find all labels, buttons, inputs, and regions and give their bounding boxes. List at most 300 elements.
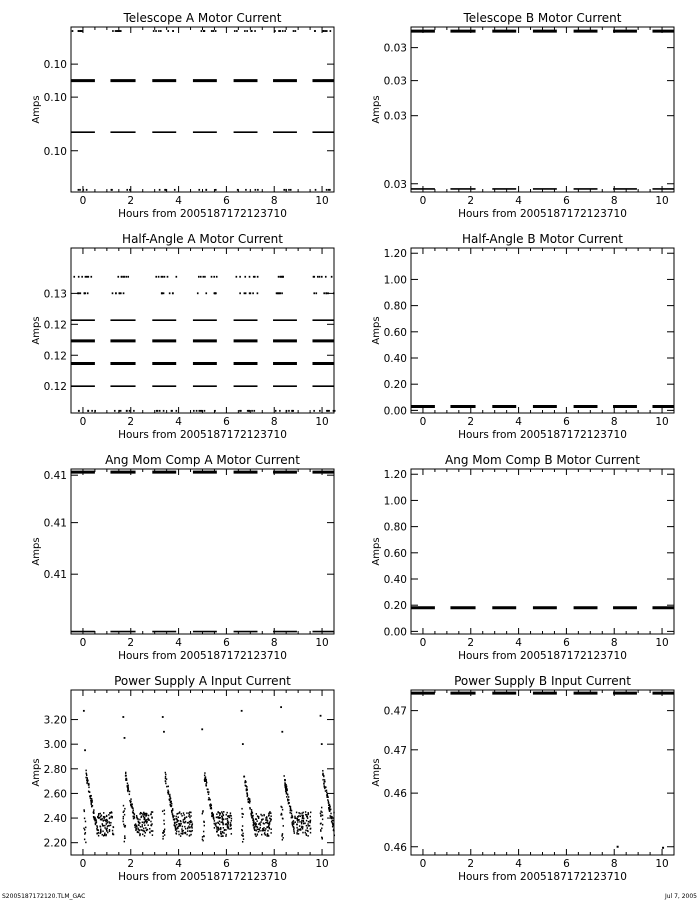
data-point: [84, 839, 85, 841]
x-axis-label: Hours from 2005187172123710: [458, 650, 627, 662]
y-tick-label: 0.60: [383, 326, 407, 339]
data-point: [204, 779, 205, 781]
data-point: [91, 806, 92, 808]
data-point: [234, 30, 236, 32]
data-point: [321, 743, 323, 745]
data-point: [88, 276, 90, 278]
data-point: [334, 835, 335, 837]
data-point: [155, 276, 157, 278]
data-point: [322, 815, 323, 817]
data-point: [190, 820, 191, 822]
data-point: [203, 836, 204, 838]
data-point: [214, 827, 215, 829]
data-point: [162, 276, 164, 278]
data-point: [88, 786, 89, 788]
data-point: [124, 835, 125, 837]
x-tick-label: 0: [79, 637, 87, 649]
plot-frame: [71, 248, 334, 413]
data-point: [111, 189, 113, 191]
footer-filename: S2005187172120.TLM_GAC: [2, 893, 86, 900]
data-point: [282, 818, 283, 820]
data-point: [298, 833, 299, 835]
data-point: [225, 835, 226, 837]
data-point: [290, 189, 292, 191]
data-point: [308, 825, 309, 827]
data-series: [411, 693, 674, 849]
data-point: [210, 808, 211, 810]
y-tick-label: 0.46: [383, 788, 407, 801]
data-point: [296, 832, 297, 834]
data-point: [259, 830, 260, 832]
data-point: [267, 830, 268, 832]
x-tick-label: 8: [610, 416, 618, 428]
data-point: [137, 818, 138, 820]
data-point: [149, 828, 150, 830]
data-point: [188, 822, 189, 824]
data-point: [323, 776, 324, 778]
data-point: [310, 816, 311, 818]
data-point: [222, 824, 223, 826]
data-point: [93, 811, 94, 813]
data-point: [331, 821, 332, 823]
x-tick-label: 8: [610, 195, 618, 207]
chart-title: Power Supply A Input Current: [114, 674, 291, 688]
data-point: [306, 816, 307, 818]
data-point: [139, 835, 140, 837]
data-point: [284, 30, 286, 32]
data-point: [223, 811, 224, 813]
data-point: [221, 811, 222, 813]
data-point: [297, 830, 298, 832]
x-tick-label: 10: [655, 858, 669, 870]
data-point: [323, 783, 324, 785]
data-point: [278, 30, 280, 32]
data-point: [91, 800, 92, 802]
data-point: [129, 410, 131, 412]
data-point: [103, 812, 104, 814]
data-point: [293, 30, 295, 32]
y-tick-label: 1.00: [383, 495, 407, 508]
data-point: [96, 820, 97, 822]
data-point: [174, 825, 175, 827]
data-point: [320, 813, 321, 815]
x-axis-label: Hours from 2005187172123710: [458, 208, 627, 220]
data-point: [104, 833, 105, 835]
data-point: [284, 782, 285, 784]
data-point: [108, 821, 109, 823]
data-point: [153, 30, 155, 32]
data-point: [125, 825, 126, 827]
data-point: [127, 276, 129, 278]
data-point: [323, 292, 325, 294]
data-point: [146, 822, 147, 824]
data-point: [252, 812, 253, 814]
data-point: [124, 737, 126, 739]
data-point: [265, 819, 266, 821]
data-point: [143, 812, 144, 814]
data-point: [103, 825, 104, 827]
x-tick-label: 4: [515, 416, 522, 428]
data-point: [320, 823, 321, 825]
x-tick-label: 6: [563, 195, 570, 207]
data-point: [225, 818, 226, 820]
data-point: [165, 772, 166, 774]
x-tick-label: 8: [270, 637, 278, 649]
x-tick-label: 10: [655, 637, 669, 649]
data-point: [257, 833, 258, 835]
x-tick-label: 2: [127, 858, 135, 870]
data-point: [262, 828, 263, 830]
data-point: [177, 820, 178, 822]
y-tick-label: 0.03: [383, 178, 407, 191]
data-point: [236, 276, 238, 278]
data-point: [150, 821, 151, 823]
data-point: [254, 826, 255, 828]
data-point: [220, 831, 221, 833]
y-axis-label: Amps: [31, 95, 42, 124]
data-point: [124, 841, 125, 843]
data-point: [254, 829, 255, 831]
x-tick-label: 0: [419, 416, 427, 428]
data-point: [287, 794, 288, 796]
x-tick-label: 2: [127, 416, 135, 428]
data-point: [253, 827, 254, 829]
data-point: [324, 30, 326, 32]
data-point: [112, 292, 114, 294]
data-point: [91, 798, 92, 800]
data-point: [285, 786, 286, 788]
data-point: [275, 410, 277, 412]
data-point: [298, 815, 299, 817]
data-point: [291, 810, 292, 812]
data-point: [182, 832, 183, 834]
data-point: [255, 189, 257, 191]
data-point: [103, 816, 104, 818]
y-tick-label: 0.10: [43, 92, 67, 105]
plot-frame: [71, 27, 334, 192]
y-tick-label: 0.03: [383, 75, 407, 88]
data-point: [143, 822, 144, 824]
data-point: [253, 825, 254, 827]
data-point: [321, 827, 322, 829]
data-point: [151, 823, 152, 825]
data-point: [167, 276, 169, 278]
data-point: [83, 710, 85, 712]
data-point: [226, 823, 227, 825]
data-point: [84, 811, 85, 813]
data-point: [178, 834, 179, 836]
data-point: [164, 829, 165, 831]
plot-frame: [411, 248, 674, 413]
data-point: [87, 410, 89, 412]
data-point: [178, 816, 179, 818]
data-point: [120, 410, 122, 412]
data-point: [142, 824, 143, 826]
data-point: [327, 410, 329, 412]
data-point: [320, 715, 322, 717]
data-point: [91, 410, 93, 412]
data-point: [266, 835, 267, 837]
data-point: [131, 807, 132, 809]
data-point: [114, 410, 116, 412]
data-point: [282, 837, 283, 839]
x-tick-label: 6: [223, 637, 230, 649]
y-tick-label: 1.20: [383, 469, 407, 482]
data-point: [269, 821, 270, 823]
data-point: [290, 806, 291, 808]
data-point: [108, 814, 109, 816]
data-point: [189, 823, 190, 825]
data-point: [302, 817, 303, 819]
data-point: [78, 189, 80, 191]
data-point: [257, 189, 259, 191]
data-point: [84, 292, 86, 294]
y-tick-label: 0.10: [43, 145, 67, 158]
data-point: [175, 832, 176, 834]
data-point: [305, 833, 306, 835]
data-point: [305, 811, 306, 813]
data-point: [115, 292, 117, 294]
data-point: [331, 817, 332, 819]
x-axis-label: Hours from 2005187172123710: [458, 871, 627, 883]
data-point: [285, 189, 287, 191]
plot-frame: [71, 690, 334, 855]
x-axis-label: Hours from 2005187172123710: [118, 650, 287, 662]
data-point: [303, 820, 304, 822]
data-point: [256, 823, 257, 825]
data-point: [118, 410, 120, 412]
data-point: [178, 812, 179, 814]
data-point: [292, 410, 294, 412]
data-point: [297, 824, 298, 826]
data-point: [321, 276, 323, 278]
data-point: [267, 822, 268, 824]
data-point: [291, 813, 292, 815]
data-point: [164, 813, 165, 815]
data-point: [306, 814, 307, 816]
data-point: [94, 410, 96, 412]
data-point: [298, 812, 299, 814]
data-point: [113, 826, 114, 828]
data-point: [93, 809, 94, 811]
y-tick-label: 0.03: [383, 42, 407, 55]
data-point: [260, 814, 261, 816]
data-point: [222, 818, 223, 820]
data-point: [332, 820, 333, 822]
data-point: [110, 822, 111, 824]
x-tick-label: 0: [79, 195, 87, 207]
data-point: [127, 791, 128, 793]
data-point: [112, 830, 113, 832]
data-point: [285, 784, 286, 786]
y-axis-label: Amps: [31, 316, 42, 345]
data-point: [220, 833, 221, 835]
data-point: [305, 832, 306, 834]
data-point: [241, 808, 242, 810]
data-point: [282, 809, 283, 811]
data-point: [283, 775, 284, 777]
y-tick-label: 1.20: [383, 248, 407, 261]
data-point: [128, 789, 129, 791]
data-point: [288, 796, 289, 798]
x-tick-label: 4: [175, 637, 182, 649]
chart-title: Half-Angle B Motor Current: [462, 232, 623, 246]
data-point: [108, 825, 109, 827]
data-point: [106, 815, 107, 817]
data-point: [151, 830, 152, 832]
data-point: [281, 834, 282, 836]
data-point: [308, 821, 309, 823]
data-point: [270, 828, 271, 830]
data-point: [329, 804, 330, 806]
y-tick-label: 3.20: [43, 714, 67, 727]
data-point: [163, 731, 165, 733]
data-point: [284, 780, 285, 782]
data-point: [617, 846, 619, 848]
data-point: [169, 799, 170, 801]
data-point: [256, 813, 257, 815]
data-point: [204, 276, 206, 278]
data-point: [211, 816, 212, 818]
data-point: [216, 817, 217, 819]
data-point: [168, 786, 169, 788]
footer-date: Jul 7, 2005: [664, 893, 697, 900]
data-point: [167, 790, 168, 792]
data-point: [230, 812, 231, 814]
data-point: [261, 830, 262, 832]
data-point: [189, 827, 190, 829]
data-point: [109, 830, 110, 832]
data-point: [90, 795, 91, 797]
data-point: [148, 819, 149, 821]
data-point: [265, 828, 266, 830]
data-point: [279, 410, 281, 412]
data-point: [173, 819, 174, 821]
data-point: [239, 292, 241, 294]
data-point: [135, 823, 136, 825]
data-point: [155, 30, 157, 32]
data-point: [198, 189, 200, 191]
data-point: [205, 785, 206, 787]
data-point: [231, 820, 232, 822]
data-point: [249, 276, 251, 278]
data-point: [124, 808, 125, 810]
data-point: [140, 816, 141, 818]
data-point: [296, 812, 297, 814]
data-point: [152, 830, 153, 832]
y-tick-label: 0.13: [43, 288, 67, 301]
x-tick-label: 8: [270, 858, 278, 870]
chart-title: Telescope B Motor Current: [463, 11, 622, 25]
data-point: [106, 828, 107, 830]
data-point: [319, 276, 321, 278]
data-point: [333, 812, 334, 814]
y-tick-label: 0.20: [383, 600, 407, 613]
data-point: [287, 798, 288, 800]
y-tick-label: 0.03: [383, 110, 407, 123]
data-point: [251, 817, 252, 819]
data-point: [294, 817, 295, 819]
data-point: [184, 817, 185, 819]
data-point: [263, 823, 264, 825]
data-point: [326, 790, 327, 792]
data-point: [101, 815, 102, 817]
y-tick-label: 0.41: [43, 517, 67, 530]
data-point: [287, 800, 288, 802]
data-point: [302, 832, 303, 834]
data-point: [310, 832, 311, 834]
data-point: [184, 832, 185, 834]
data-point: [215, 30, 217, 32]
data-point: [79, 189, 81, 191]
data-point: [216, 828, 217, 830]
y-tick-label: 0.10: [43, 59, 67, 72]
data-point: [175, 827, 176, 829]
data-point: [313, 292, 315, 294]
data-series: [83, 706, 335, 843]
data-point: [142, 821, 143, 823]
x-tick-label: 2: [467, 195, 475, 207]
data-point: [301, 823, 302, 825]
data-point: [263, 827, 264, 829]
data-point: [102, 830, 103, 832]
data-point: [251, 410, 253, 412]
data-point: [88, 784, 89, 786]
data-point: [89, 796, 90, 798]
data-point: [264, 833, 265, 835]
y-tick-label: 0.60: [383, 547, 407, 560]
data-point: [212, 814, 213, 816]
x-tick-label: 10: [315, 416, 329, 428]
data-point: [145, 813, 146, 815]
data-point: [216, 831, 217, 833]
data-point: [203, 831, 204, 833]
data-point: [208, 791, 209, 793]
data-point: [185, 828, 186, 830]
data-point: [159, 410, 161, 412]
data-point: [301, 821, 302, 823]
data-point: [301, 827, 302, 829]
chart-title: Ang Mom Comp B Motor Current: [445, 453, 640, 467]
data-point: [225, 829, 226, 831]
data-point: [288, 410, 290, 412]
data-point: [162, 836, 163, 838]
plot-frame: [411, 27, 674, 192]
data-point: [242, 743, 244, 745]
plot-frame: [411, 690, 674, 855]
data-point: [196, 410, 198, 412]
data-point: [144, 835, 145, 837]
data-point: [125, 773, 126, 775]
x-tick-label: 0: [79, 858, 87, 870]
y-tick-label: 0.41: [43, 470, 67, 483]
data-point: [129, 791, 130, 793]
data-point: [122, 716, 124, 718]
x-tick-label: 0: [79, 416, 87, 428]
data-point: [137, 831, 138, 833]
data-point: [226, 814, 227, 816]
y-tick-label: 0.40: [383, 574, 407, 586]
data-point: [107, 825, 108, 827]
data-point: [157, 410, 159, 412]
data-point: [131, 803, 132, 805]
data-point: [307, 814, 308, 816]
data-point: [77, 292, 79, 294]
data-point: [274, 30, 276, 32]
data-point: [180, 823, 181, 825]
x-tick-label: 0: [419, 637, 427, 649]
data-point: [98, 832, 99, 834]
